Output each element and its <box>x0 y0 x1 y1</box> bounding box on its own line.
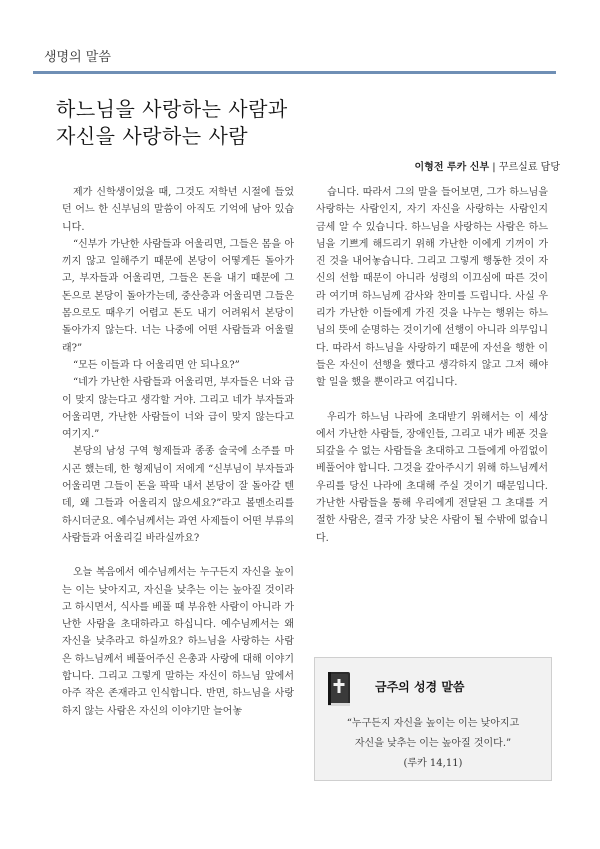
author-role: 꾸르실료 담당 <box>498 162 560 173</box>
weekly-scripture-box <box>314 657 552 781</box>
title-line-1: 하느님을 사랑하는 사람과 <box>56 97 288 121</box>
paragraph: 본당의 남성 구역 형제들과 종종 술국에 소주를 마시곤 했는데, 한 형제님이 저에게 “신부님이 부자들과 어울리면 그들이 돈을 팍팍 내서 본당이 잘 돌아갈 텐데, 왜 그들과 어울리지 않으세요?”라고 볼멘소리를 하시더군요. 예수님께서는 과연 사제들이 어떤 부류의 사람들과 어울리길 바라실까요? <box>62 446 294 544</box>
body-column-right <box>316 184 548 547</box>
paragraph: “신부가 가난한 사람들과 어울리면, 그들은 몸을 아끼지 않고 일해주기 때문에 본당이 어떻게든 돌아가고, 부자들과 어울리면, 그들은 돈을 내기 때문에 그 돈으로 본당이 돌아가는데, 중산층과 어울리면 그들은 몸으로도 때우기 어렵고 돈도 내기 어려워서 본당이 돌아가지 않는다. 너는 나중에 어떤 사람들과 어울릴래?” <box>62 238 294 354</box>
paragraph: 우리가 하느님 나라에 초대받기 위해서는 이 세상에서 가난한 사람들, 장애인들, 그리고 내가 베푼 것을 되갚을 수 없는 사람들을 초대하고 그들에게 아낌없이 베풀어야 합니다. 그것을 갚아주시기 위해 하느님께서 우리를 당신 나라에 초대해 주실 것이기 때문입니다. 가난한 사람들을 통해 우리에게 전달된 그 초대를 거절한 사람은, 결국 가장 낮은 사람이 될 수밖에 없습니다. <box>316 411 548 544</box>
paragraph: “모든 이들과 다 어울리면 안 되나요?” <box>73 359 240 371</box>
paragraph: 오늘 복음에서 예수님께서는 누구든지 자신을 높이는 이는 낮아지고, 자신을 낮추는 이는 높아질 것이라고 하시면서, 식사를 베풀 때 부유한 사람이 아니라 가난한 사람을 초대하라고 하십니다. 예수님께서는 왜 자신을 낮추라고 하실까요? 하느님을 사랑하는 사람은 하느님께서 베풀어주신 은총과 사랑에 대해 이야기합니다. 그리고 그렇게 말하는 자신이 하느님 앞에서 아주 작은 존재라고 인식합니다. 반면, 하느님을 사랑하지 않는 사람은 자신의 이야기만 늘어놓 <box>62 567 294 717</box>
paragraph: “네가 가난한 사람들과 어울리면, 부자들은 너와 급이 맞지 않는다고 생각할 거야. 그리고 네가 부자들과 어울리면, 가난한 사람들이 너와 급이 맞지 않는다고 여기지.” <box>62 377 294 441</box>
verse-line-2: 자신을 낮추는 이는 높아질 것이다.” <box>354 738 512 749</box>
verse-line-1: “누구든지 자신을 높이는 이는 낮아지고 <box>346 718 520 729</box>
byline <box>415 158 560 173</box>
scripture-verse <box>321 714 545 754</box>
header-divider <box>33 71 556 74</box>
byline-separator: | <box>492 162 496 173</box>
bible-book-icon <box>325 670 353 708</box>
body-column-left <box>62 184 294 720</box>
section-label: 생명의 말씀 <box>44 50 111 65</box>
scripture-reference: (루카 14,11) <box>403 758 463 769</box>
scripture-box-title: 금주의 성경 말씀 <box>375 680 465 694</box>
title-line-2: 자신을 사랑하는 사람 <box>56 124 249 148</box>
paragraph: 습니다. 따라서 그의 말을 들어보면, 그가 하느님을 사랑하는 사람인지, 자기 자신을 사랑하는 사람인지 금세 알 수 있습니다. 하느님을 사랑하는 사람은 하느님을 기쁘게 해드리기 위해 가난한 이에게 기꺼이 가진 것을 내어놓습니다. 그리고 그렇게 행동한 것이 자신의 선함 때문이 아니라 성령의 이끄심에 따른 것이라 여기며 하느님께 감사와 찬미를 드립니다. 사실 우리가 가난한 이들에게 가진 것을 나누는 행위는 하느님의 뜻에 순명하는 것이기에 선행이 아니라 의무입니다. 따라서 하느님을 사랑하기 때문에 자선을 행한 이들은 자신이 선행을 했다고 생각하지 않고 그저 해야 할 일을 했을 뿐이라고 여깁니다. <box>316 187 548 389</box>
article-title <box>56 96 288 150</box>
author-name: 이형전 루카 신부 <box>414 162 490 173</box>
paragraph: 제가 신학생이었을 때, 그것도 저학년 시절에 들었던 어느 한 신부님의 말씀이 아직도 기억에 남아 있습니다. <box>62 187 294 233</box>
